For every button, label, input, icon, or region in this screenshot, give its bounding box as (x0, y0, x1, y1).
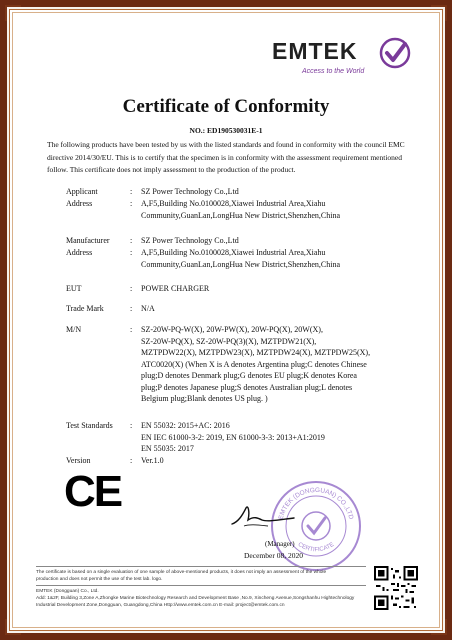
logo-tagline: Access to the World (302, 68, 365, 75)
corner-ornament (431, 619, 447, 635)
issue-date: December 08, 2020 (244, 551, 303, 560)
footer-divider (36, 566, 366, 567)
signatory-role: (Manager) (265, 540, 295, 548)
field-label: Address (66, 248, 93, 257)
footer-address: Add: 1&2F, Building 3,Zone A,Zhongke Marine Biotechnology Research and Development Base ,No.9, Xincheng Avenue,Songshanhu Hightechnology (36, 596, 355, 601)
field-colon: : (130, 199, 133, 208)
field-colon: : (130, 421, 133, 430)
field-colon: : (130, 236, 133, 245)
field-value: POWER CHARGER (141, 284, 210, 293)
corner-ornament (5, 5, 21, 21)
model-line: Belgium plug;Blank denotes US plug. ) (141, 394, 268, 403)
field-label: Trade Mark (66, 304, 104, 313)
model-line: MZTPDW22(X), MZTPDW23(X), MZTPDW24(X), MZTPDW25(X), (141, 348, 371, 357)
certificate-number: NO.: ED190530031E-1 (189, 126, 263, 135)
field-colon: : (130, 187, 133, 196)
field-value (141, 420, 411, 455)
field-value: N/A (141, 304, 155, 313)
address-line: Community,GuanLan,LongHua New District,Shenzhen,China (141, 259, 340, 269)
standard-line: EN IEC 61000-3-2: 2019, EN 61000-3-3: 2013+A1:2019 (141, 432, 325, 442)
field-colon: : (130, 248, 133, 257)
footer-divider (36, 585, 366, 586)
field-value (141, 198, 411, 221)
field-label: Test Standards (66, 421, 113, 430)
footer-contact: Industrial Development Zone,Dongguan, Guangdong,China Http://www.emtek.com.cn E-mail: project@emtek.com.cn (36, 603, 285, 608)
signature-scribble (228, 494, 298, 534)
field-value (141, 324, 411, 405)
field-label: Version (66, 456, 91, 465)
field-value: Ver.1.0 (141, 456, 164, 465)
field-label: Address (66, 199, 93, 208)
footer-company: EMTEK (Dongguan) Co., Ltd. (36, 589, 99, 594)
logo-badge-icon (378, 36, 412, 70)
field-colon: : (130, 284, 133, 293)
footer-disclaimer: The certificate is based on a single evaluation of one sample of above-mentioned products, it does not imply an assessment of the whole (36, 570, 327, 575)
emtek-logo (272, 34, 412, 86)
field-colon: : (130, 325, 133, 334)
model-line: plug;D denotes Denmark plug;G denotes EU plug;K denotes Korea (141, 371, 357, 380)
model-line: ATC0020(X) (When X is A denotes Argentina plug;C denotes Chinese (141, 359, 367, 369)
field-value (141, 247, 411, 270)
intro-paragraph: The following products have been tested by us with the listed standards and found in conformity with the council EMC directive 2014/30/EU. This is to certify that the specimen is in conformity with the assessment requirement mentioned follow. This certificate does not imply assessment to the production of the product. (47, 140, 405, 174)
field-label: M/N (66, 325, 82, 334)
model-line: plug;P denotes Japanese plug;S denotes Australian plug;L denotes (141, 382, 353, 392)
footer-disclaimer: production and does not permit the use of the test lab. logo. (36, 577, 163, 582)
field-value: SZ Power Technology Co.,Ltd (141, 187, 239, 196)
ce-mark: CE (64, 467, 122, 516)
field-colon: : (130, 456, 133, 465)
corner-ornament (5, 619, 21, 635)
field-label: EUT (66, 284, 82, 293)
model-line: SZ-20W-PQ-W(X), 20W-PW(X), 20W-PQ(X), 20W(X), (141, 325, 323, 334)
field-label: Manufacturer (66, 236, 110, 245)
corner-ornament (431, 5, 447, 21)
stamp-text: CERTIFICATE (296, 541, 336, 554)
footer (36, 564, 366, 609)
qr-code-icon (374, 566, 418, 610)
address-line: A,F5,Building No.0100028,Xiawei Industrial Area,Xiahu (141, 248, 326, 257)
model-line: SZ-20W-PQ(X), SZ-20W-PQ(3)(X), MZTPDW21(X), (141, 336, 317, 346)
certificate-title: Certificate of Conformity (122, 96, 330, 117)
address-line: A,F5,Building No.0100028,Xiawei Industrial Area,Xiahu (141, 199, 326, 208)
standard-line: EN 55035: 2017 (141, 444, 194, 453)
logo-brand: EMTEK (272, 38, 358, 64)
stamp-text: EMTEK (DONGGUAN) CO.,LTD (277, 486, 355, 521)
address-line: Community,GuanLan,LongHua New District,Shenzhen,China (141, 210, 340, 220)
field-label: Applicant (66, 187, 98, 196)
field-value: SZ Power Technology Co.,Ltd (141, 236, 239, 245)
field-colon: : (130, 304, 133, 313)
standard-line: EN 55032: 2015+AC: 2016 (141, 421, 230, 430)
